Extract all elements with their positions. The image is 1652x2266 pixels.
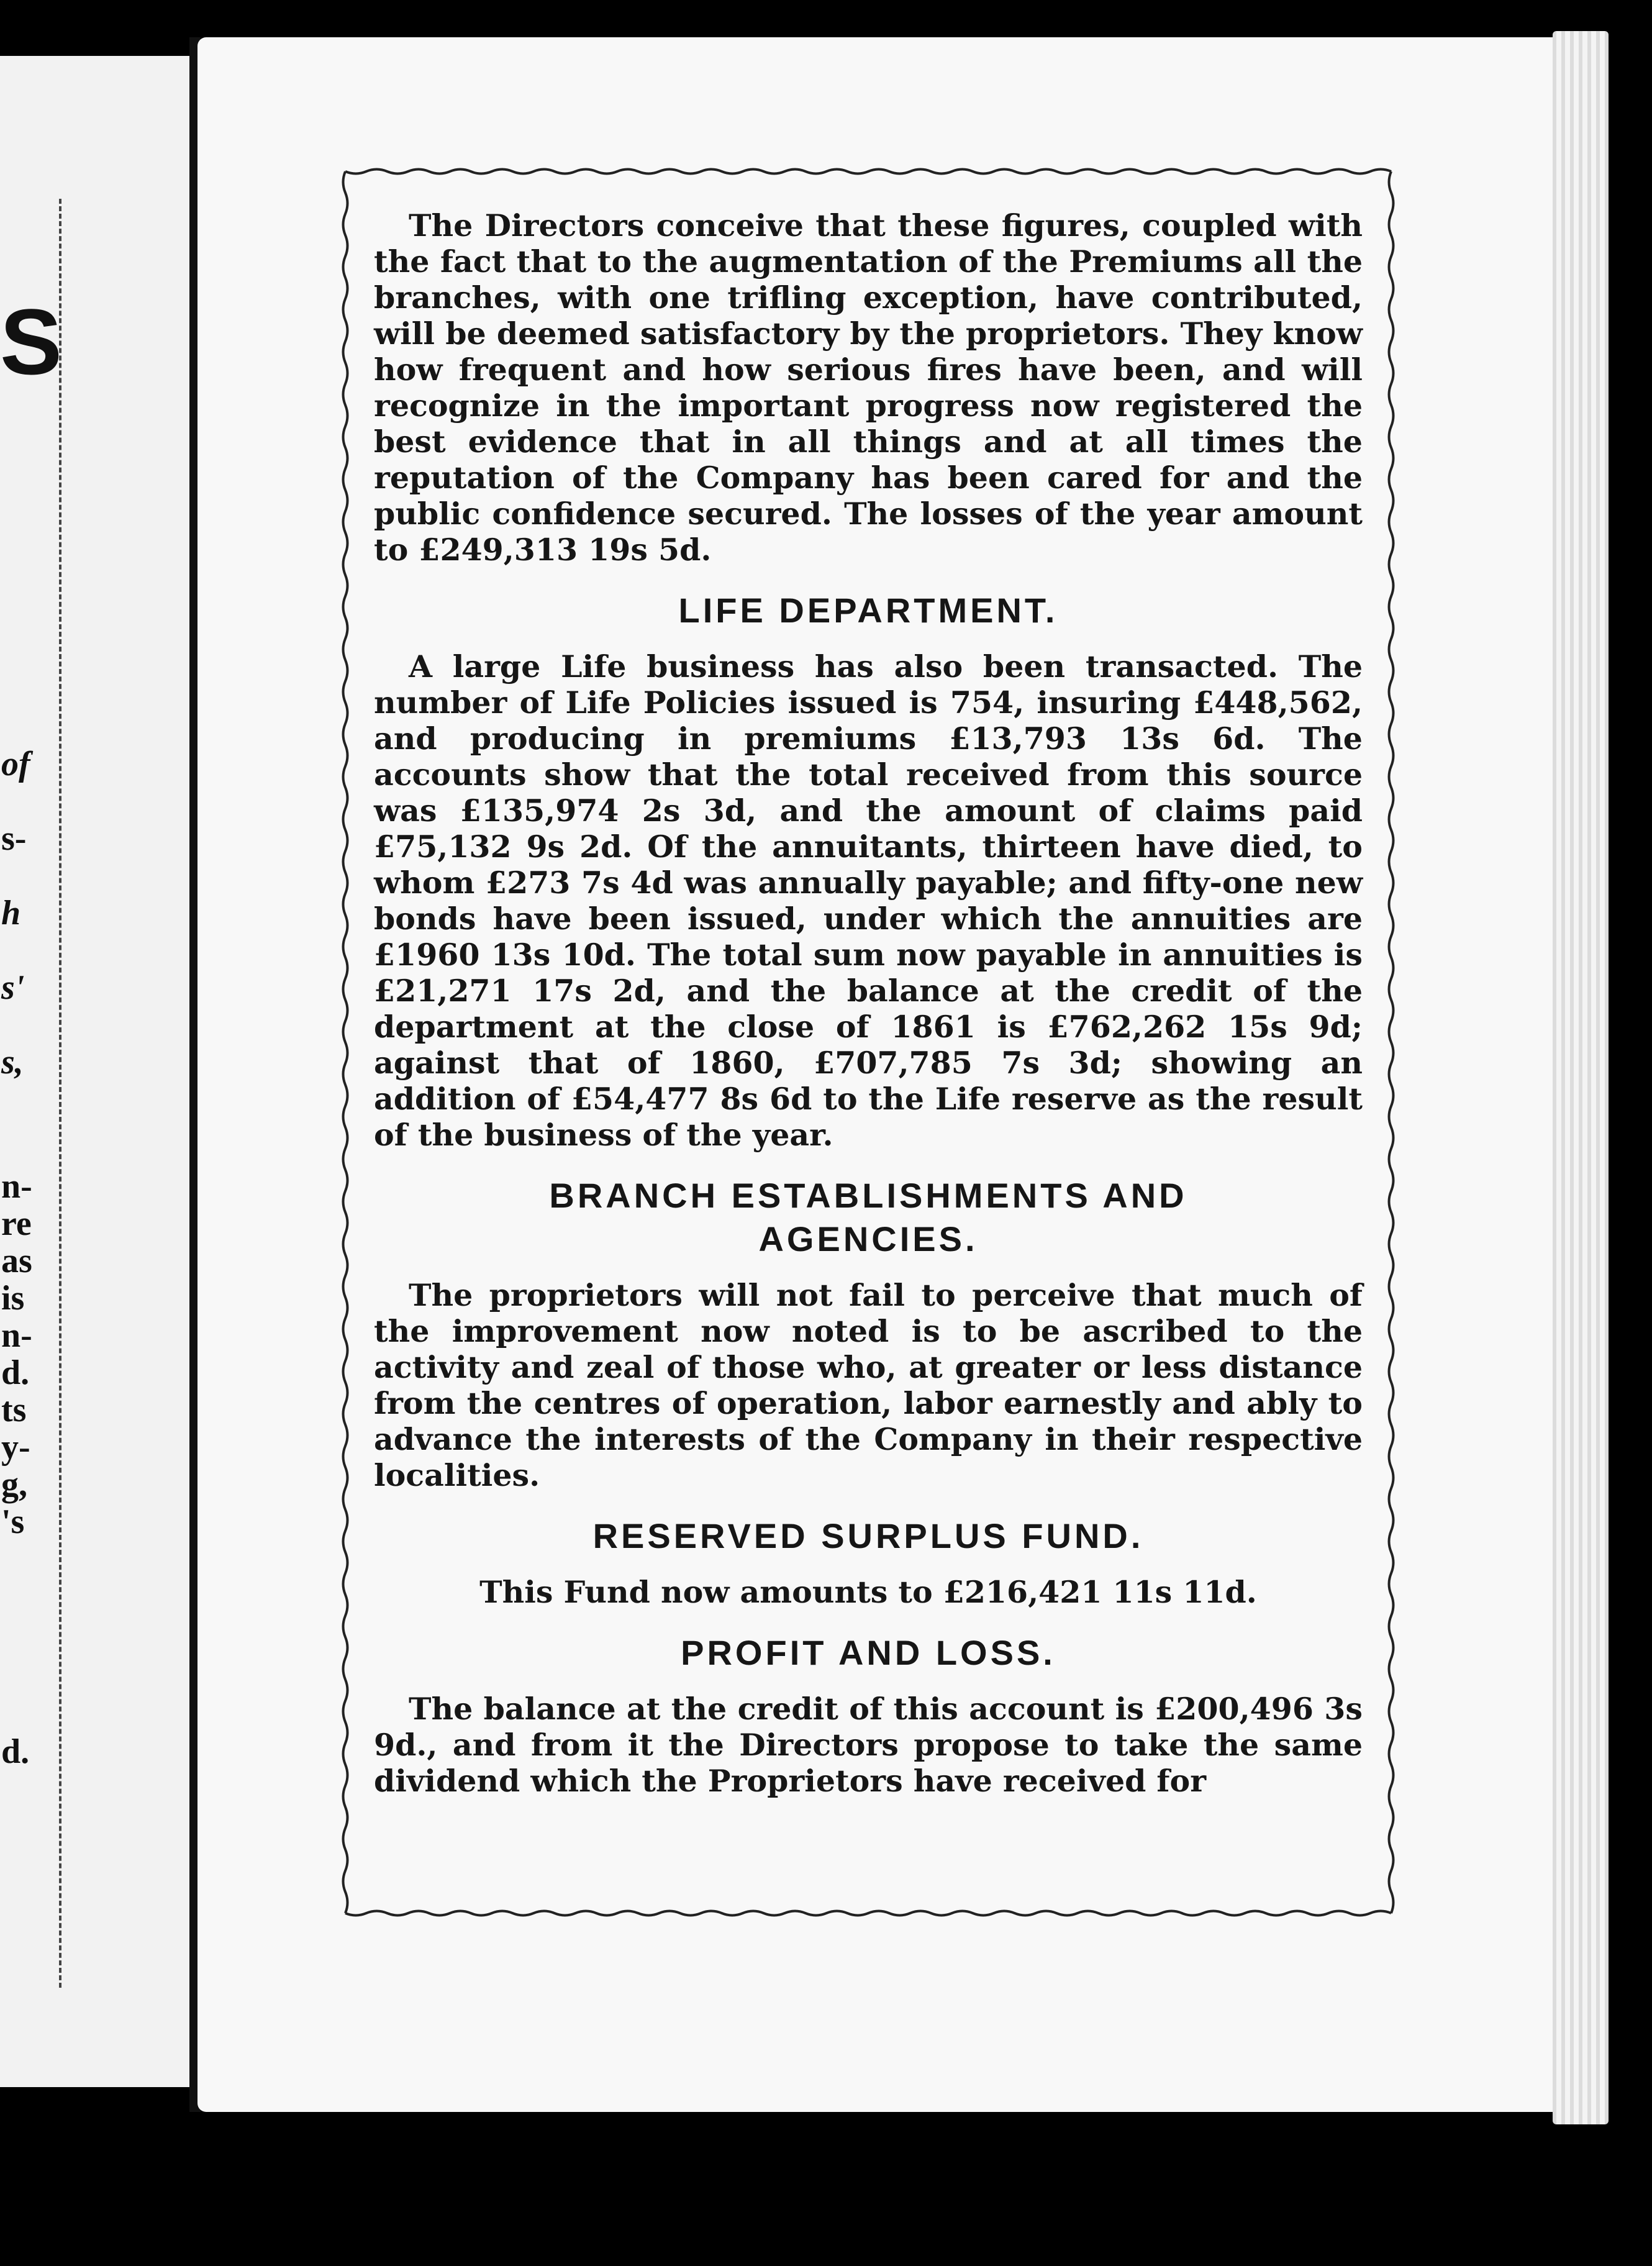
left-page-fragment-6: n- (1, 1167, 32, 1206)
page-edges (1553, 31, 1609, 2124)
reserved-surplus-fund-text: This Fund now amounts to £216,421 11s 11d. (479, 1574, 1257, 1610)
branch-establishments-paragraph: The proprietors will not fail to perceive that much of the improvement now noted is to be ascribed to the activity and zeal of those who, at greater or less distance from the centres of operation, labor earnestly and ably to advance the interests of the Company in their respective localities. (374, 1277, 1363, 1493)
left-page-fragment-4: s' (1, 968, 25, 1007)
reserved-surplus-fund-heading: RESERVED SURPLUS FUND. (592, 1516, 1144, 1555)
frame-edge-2 (345, 1911, 1391, 1916)
document-body (374, 207, 1363, 1799)
left-page-fragment-3: h (1, 894, 21, 932)
left-page-fragment-12: ts (1, 1391, 27, 1429)
frame-edge-1 (1389, 171, 1394, 1913)
left-page-edge (0, 56, 189, 2087)
life-department-heading: LIFE DEPARTMENT. (678, 591, 1058, 630)
left-page-fragment-9: is (1, 1279, 25, 1317)
left-page-ornamental-border (0, 199, 61, 1988)
life-department-paragraph: A large Life business has also been transacted. The number of Life Policies issued is 754, insuring £448,562, and producing in premiums £13,793 13s 6d. The accounts show that the total received from this source was £135,974 2s 3d, and the amount of claims paid £75,132 9s 2d. Of the annuitants, thirteen have died, to whom £273 7s 4d was annually payable; and fifty-one new bonds have been issued, under which the annuities are £1960 13s 10d. The total sum now payable in annuities is £21,271 17s 2d, and the balance at the credit of the department at the close of 1861 is £762,262 15s 9d; against that of 1860, £707,785 7s 3d; showing an addition of £54,477 8s 6d to the Life reserve as the result of the business of the year. (374, 648, 1363, 1153)
left-page-fragment-2: s- (1, 819, 27, 858)
left-page-fragment-0: S (0, 289, 63, 394)
left-page-fragment-13: y- (1, 1428, 30, 1467)
ornamental-frame (340, 166, 1396, 1918)
profit-and-loss-heading: PROFIT AND LOSS. (681, 1633, 1056, 1672)
left-page-fragment-16: d. (1, 1732, 30, 1771)
profit-and-loss-paragraph: The balance at the credit of this account is £200,496 3s 9d., and from it the Directors propose to take the same dividend which the Proprietors have received for (374, 1691, 1363, 1799)
left-page-fragment-7: re (1, 1204, 32, 1243)
left-page-fragment-10: n- (1, 1316, 32, 1355)
left-page-fragment-8: as (1, 1242, 32, 1280)
branch-establishments-heading (374, 1174, 1363, 1261)
branch-heading-line-2: AGENCIES. (758, 1219, 978, 1258)
left-page-fragment-11: d. (1, 1354, 30, 1392)
branch-heading-line-1: BRANCH ESTABLISHMENTS AND (549, 1176, 1187, 1215)
left-page-fragment-14: g, (1, 1465, 27, 1504)
intro-paragraph: The Directors conceive that these figures, coupled with the fact that to the augmentation of the Premiums all the branches, with one trifling exception, have contributed, will be deemed satisfactory by the proprietors. They know how frequent and how serious fires have been, and will recognize in the important progress now registered the best evidence that in all things and at all times the reputation of the Company has been cared for and the public confidence secured. The losses of the year amount to £249,313 19s 5d. (374, 207, 1363, 568)
left-page-fragment-15: 's (1, 1503, 25, 1541)
left-page-fragment-5: s, (1, 1043, 24, 1081)
left-page-fragment-1: of (1, 745, 30, 783)
frame-edge-0 (345, 170, 1391, 174)
frame-edge-3 (343, 171, 348, 1913)
